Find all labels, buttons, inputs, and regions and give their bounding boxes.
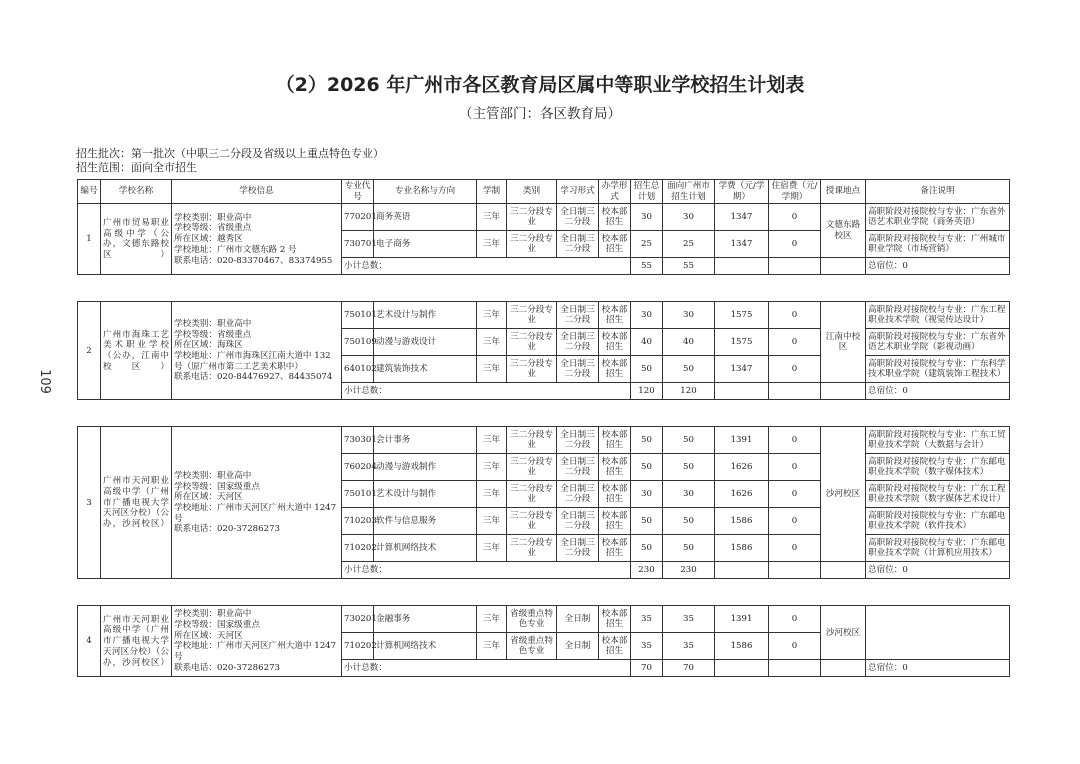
major-name: 计算机网络技术 xyxy=(374,535,477,562)
tuition-fee: 1586 xyxy=(715,535,769,562)
subtotal-label: 小计总数： xyxy=(342,383,631,400)
major-code: 730301 xyxy=(342,427,374,454)
campus: 江南中校区 xyxy=(821,302,866,383)
subtotal-empty xyxy=(769,383,821,400)
run-form: 校本部招生 xyxy=(599,454,631,481)
major-code: 730701 xyxy=(342,231,374,258)
remark: 高职阶段对接院校与专业：广东邮电职业技术学院（计算机应用技术） xyxy=(866,535,1010,562)
subtotal-empty xyxy=(715,562,769,579)
run-form: 校本部招生 xyxy=(599,535,631,562)
table-row xyxy=(78,606,1010,633)
run-form: 校本部招生 xyxy=(599,481,631,508)
header-no: 编号 xyxy=(78,180,101,204)
total-plan: 35 xyxy=(631,606,663,633)
gz-plan: 25 xyxy=(663,231,715,258)
years: 三年 xyxy=(477,356,507,383)
subtotal-empty xyxy=(715,258,769,275)
dorm-fee: 0 xyxy=(769,508,821,535)
tuition-fee: 1586 xyxy=(715,633,769,660)
major-name: 计算机网络技术 xyxy=(374,633,477,660)
major-name: 动漫与游戏制作 xyxy=(374,454,477,481)
total-plan: 50 xyxy=(631,454,663,481)
subtotal-gz: 230 xyxy=(663,562,715,579)
subtotal-empty xyxy=(715,383,769,400)
dorm-total: 总宿位：0 xyxy=(866,660,1010,677)
header-dorm: 住宿费（元/学期） xyxy=(769,180,821,204)
gap-cell xyxy=(78,579,1010,606)
page-number: 109 xyxy=(36,369,52,394)
years: 三年 xyxy=(477,231,507,258)
subtotal-label: 小计总数： xyxy=(342,660,631,677)
header-info: 学校信息 xyxy=(172,180,342,204)
major-code: 710202 xyxy=(342,535,374,562)
gz-plan: 50 xyxy=(663,427,715,454)
category: 三二分段专业 xyxy=(507,204,557,231)
category: 三二分段专业 xyxy=(507,454,557,481)
school-name: 广州市海珠工艺美术职业学校（公办，江南中校区） xyxy=(101,302,172,400)
study-form: 全日制 xyxy=(557,606,599,633)
total-plan: 50 xyxy=(631,356,663,383)
major-name: 金融事务 xyxy=(374,606,477,633)
remark: 高职阶段对接院校与专业：广东工程职业技术学院（视觉传达设计） xyxy=(866,302,1010,329)
subtotal-total: 230 xyxy=(631,562,663,579)
run-form: 校本部招生 xyxy=(599,633,631,660)
gz-plan: 50 xyxy=(663,356,715,383)
subtotal-empty xyxy=(769,660,821,677)
gap-cell xyxy=(78,275,1010,302)
category: 省级重点特色专业 xyxy=(507,633,557,660)
category: 三二分段专业 xyxy=(507,508,557,535)
subtotal-gz: 55 xyxy=(663,258,715,275)
school-info: 学校类别：职业高中 学校等级：国家级重点 所在区域：天河区 学校地址：广州市天河区广州大道中 1247 号 联系电话：020-37286273 xyxy=(172,427,342,579)
tuition-fee: 1391 xyxy=(715,606,769,633)
study-form: 全日制三二分段 xyxy=(557,481,599,508)
dorm-fee: 0 xyxy=(769,302,821,329)
dorm-fee: 0 xyxy=(769,204,821,231)
subtotal-gz: 70 xyxy=(663,660,715,677)
gz-plan: 50 xyxy=(663,454,715,481)
dorm-fee: 0 xyxy=(769,535,821,562)
header-fee: 学费（元/学期） xyxy=(715,180,769,204)
category: 三二分段专业 xyxy=(507,302,557,329)
category: 三二分段专业 xyxy=(507,356,557,383)
subtotal-label: 小计总数： xyxy=(342,562,631,579)
run-form: 校本部招生 xyxy=(599,204,631,231)
major-name: 软件与信息服务 xyxy=(374,508,477,535)
gz-plan: 40 xyxy=(663,329,715,356)
run-form: 校本部招生 xyxy=(599,508,631,535)
header-major: 专业名称与方向 xyxy=(374,180,477,204)
page-subtitle: （主管部门：各区教育局） xyxy=(459,106,621,122)
header-note: 备注说明 xyxy=(866,180,1010,204)
major-code: 730201 xyxy=(342,606,374,633)
years: 三年 xyxy=(477,535,507,562)
years: 三年 xyxy=(477,606,507,633)
dorm-total: 总宿位：0 xyxy=(866,562,1010,579)
remark: 高职阶段对接院校与专业：广东工程职业技术学院（数字媒体艺术设计） xyxy=(866,481,1010,508)
major-name: 建筑装饰技术 xyxy=(374,356,477,383)
years: 三年 xyxy=(477,427,507,454)
run-form: 校本部招生 xyxy=(599,606,631,633)
category: 三二分段专业 xyxy=(507,231,557,258)
dorm-fee: 0 xyxy=(769,633,821,660)
subtotal-empty xyxy=(769,562,821,579)
enrollment-scope: 招生范围：面向全市招生 xyxy=(76,161,197,174)
remark: 高职阶段对接院校与专业：广州城市职业学院（市场营销） xyxy=(866,231,1010,258)
header-gz: 面向广州市招生计划 xyxy=(663,180,715,204)
gz-plan: 50 xyxy=(663,508,715,535)
header-row xyxy=(78,180,1010,204)
run-form: 校本部招生 xyxy=(599,329,631,356)
major-name: 动漫与游戏设计 xyxy=(374,329,477,356)
total-plan: 40 xyxy=(631,329,663,356)
school-info: 学校类别：职业高中 学校等级：省级重点 所在区域：海珠区 学校地址：广州市海珠区江南大道中 132 号（原广州市第二工艺美术职中） 联系电话：020-84476927、84435074 xyxy=(172,302,342,400)
study-form: 全日制三二分段 xyxy=(557,508,599,535)
total-plan: 30 xyxy=(631,204,663,231)
subtotal-empty xyxy=(821,383,866,400)
subtotal-total: 120 xyxy=(631,383,663,400)
dorm-fee: 0 xyxy=(769,329,821,356)
table-row xyxy=(78,427,1010,454)
gz-plan: 35 xyxy=(663,633,715,660)
category: 三二分段专业 xyxy=(507,535,557,562)
tuition-fee: 1347 xyxy=(715,231,769,258)
subtotal-empty xyxy=(821,562,866,579)
remark: 高职阶段对接院校与专业：广东邮电职业技术学院（软件技术） xyxy=(866,508,1010,535)
years: 三年 xyxy=(477,329,507,356)
gz-plan: 30 xyxy=(663,481,715,508)
campus: 文德东路校区 xyxy=(821,204,866,258)
category: 三二分段专业 xyxy=(507,481,557,508)
tuition-fee: 1586 xyxy=(715,508,769,535)
major-code: 710203 xyxy=(342,508,374,535)
years: 三年 xyxy=(477,454,507,481)
school-info: 学校类别：职业高中 学校等级：国家级重点 所在区域：天河区 学校地址：广州市天河区广州大道中 1247 号 联系电话：020-37286273 xyxy=(172,606,342,677)
study-form: 全日制三二分段 xyxy=(557,204,599,231)
major-name: 商务英语 xyxy=(374,204,477,231)
dorm-fee: 0 xyxy=(769,356,821,383)
remark: 高职阶段对接院校与专业：广东工贸职业技术学院（大数据与会计） xyxy=(866,427,1010,454)
major-code: 750101 xyxy=(342,481,374,508)
remark: 高职阶段对接院校与专业：广东邮电职业技术学院（数字媒体技术） xyxy=(866,454,1010,481)
years: 三年 xyxy=(477,508,507,535)
subtotal-total: 55 xyxy=(631,258,663,275)
study-form: 全日制 xyxy=(557,633,599,660)
tuition-fee: 1347 xyxy=(715,204,769,231)
tuition-fee: 1391 xyxy=(715,427,769,454)
dorm-total: 总宿位：0 xyxy=(866,383,1010,400)
campus: 沙河校区 xyxy=(821,427,866,562)
subtotal-empty xyxy=(715,660,769,677)
subtotal-label: 小计总数： xyxy=(342,258,631,275)
total-plan: 35 xyxy=(631,633,663,660)
major-code: 640102 xyxy=(342,356,374,383)
major-code: 750109 xyxy=(342,329,374,356)
total-plan: 50 xyxy=(631,535,663,562)
subtotal-empty xyxy=(769,258,821,275)
header-school: 学校名称 xyxy=(101,180,172,204)
subtotal-empty xyxy=(821,258,866,275)
header-code: 专业代号 xyxy=(342,180,374,204)
school-name: 广州市天河职业高级中学（广州市广播电视大学天河区分校）（公办，沙河校区） xyxy=(101,427,172,579)
years: 三年 xyxy=(477,633,507,660)
subtotal-gz: 120 xyxy=(663,383,715,400)
major-code: 760204 xyxy=(342,454,374,481)
tuition-fee: 1626 xyxy=(715,454,769,481)
subtotal-total: 70 xyxy=(631,660,663,677)
tuition-fee: 1626 xyxy=(715,481,769,508)
section-gap xyxy=(78,579,1010,606)
category: 三二分段专业 xyxy=(507,427,557,454)
major-name: 会计事务 xyxy=(374,427,477,454)
major-name: 艺术设计与制作 xyxy=(374,481,477,508)
school-info: 学校类别：职业高中 学校等级：省级重点 所在区域：越秀区 学校地址：广州市文德东路 2 号 联系电话：020-83370467、83374955 xyxy=(172,204,342,275)
major-code: 750101 xyxy=(342,302,374,329)
category: 三二分段专业 xyxy=(507,329,557,356)
years: 三年 xyxy=(477,204,507,231)
remark: 高职阶段对接院校与专业：广东省外语艺术职业学院（影视动画） xyxy=(866,329,1010,356)
tuition-fee: 1347 xyxy=(715,356,769,383)
years: 三年 xyxy=(477,481,507,508)
study-form: 全日制三二分段 xyxy=(557,231,599,258)
dorm-fee: 0 xyxy=(769,606,821,633)
campus: 沙河校区 xyxy=(821,606,866,660)
total-plan: 30 xyxy=(631,302,663,329)
enrollment-batch: 招生批次：第一批次（中职三二分段及省级以上重点特色专业） xyxy=(76,147,384,160)
major-name: 电子商务 xyxy=(374,231,477,258)
school-number: 4 xyxy=(78,606,101,677)
table-row xyxy=(78,302,1010,329)
header-category: 类别 xyxy=(507,180,557,204)
study-form: 全日制三二分段 xyxy=(557,302,599,329)
dorm-fee: 0 xyxy=(769,427,821,454)
header-run: 办学形式 xyxy=(599,180,631,204)
gz-plan: 35 xyxy=(663,606,715,633)
enrollment-plan-table xyxy=(77,179,1010,677)
gz-plan: 30 xyxy=(663,302,715,329)
gap-cell xyxy=(78,400,1010,427)
total-plan: 25 xyxy=(631,231,663,258)
major-code: 710202 xyxy=(342,633,374,660)
tuition-fee: 1575 xyxy=(715,329,769,356)
dorm-fee: 0 xyxy=(769,231,821,258)
header-study: 学习形式 xyxy=(557,180,599,204)
page-title: （2）2026 年广州市各区教育局区属中等职业学校招生计划表 xyxy=(275,74,805,96)
dorm-total: 总宿位：0 xyxy=(866,258,1010,275)
study-form: 全日制三二分段 xyxy=(557,535,599,562)
major-code: 770201 xyxy=(342,204,374,231)
table-row xyxy=(78,204,1010,231)
total-plan: 30 xyxy=(631,481,663,508)
dorm-fee: 0 xyxy=(769,454,821,481)
run-form: 校本部招生 xyxy=(599,302,631,329)
tuition-fee: 1575 xyxy=(715,302,769,329)
section-gap xyxy=(78,400,1010,427)
header-total: 招生总计划 xyxy=(631,180,663,204)
school-name: 广州市天河职业高级中学（广州市广播电视大学天河区分校）（公办，沙河校区） xyxy=(101,606,172,677)
category: 省级重点特色专业 xyxy=(507,606,557,633)
school-name: 广州市贸易职业高级中学（公办，文德东路校区） xyxy=(101,204,172,275)
remark xyxy=(866,606,1010,660)
header-campus: 授课地点 xyxy=(821,180,866,204)
total-plan: 50 xyxy=(631,427,663,454)
gz-plan: 30 xyxy=(663,204,715,231)
run-form: 校本部招生 xyxy=(599,231,631,258)
school-number: 3 xyxy=(78,427,101,579)
subtotal-empty xyxy=(821,660,866,677)
section-gap xyxy=(78,275,1010,302)
major-name: 艺术设计与制作 xyxy=(374,302,477,329)
study-form: 全日制三二分段 xyxy=(557,329,599,356)
school-number: 1 xyxy=(78,204,101,275)
dorm-fee: 0 xyxy=(769,481,821,508)
remark: 高职阶段对接院校与专业：广东省外语艺术职业学院（商务英语） xyxy=(866,204,1010,231)
study-form: 全日制三二分段 xyxy=(557,427,599,454)
remark: 高职阶段对接院校与专业：广东科学技术职业学院（建筑装饰工程技术） xyxy=(866,356,1010,383)
total-plan: 50 xyxy=(631,508,663,535)
run-form: 校本部招生 xyxy=(599,356,631,383)
study-form: 全日制三二分段 xyxy=(557,356,599,383)
study-form: 全日制三二分段 xyxy=(557,454,599,481)
run-form: 校本部招生 xyxy=(599,427,631,454)
gz-plan: 50 xyxy=(663,535,715,562)
years: 三年 xyxy=(477,302,507,329)
header-years: 学制 xyxy=(477,180,507,204)
school-number: 2 xyxy=(78,302,101,400)
